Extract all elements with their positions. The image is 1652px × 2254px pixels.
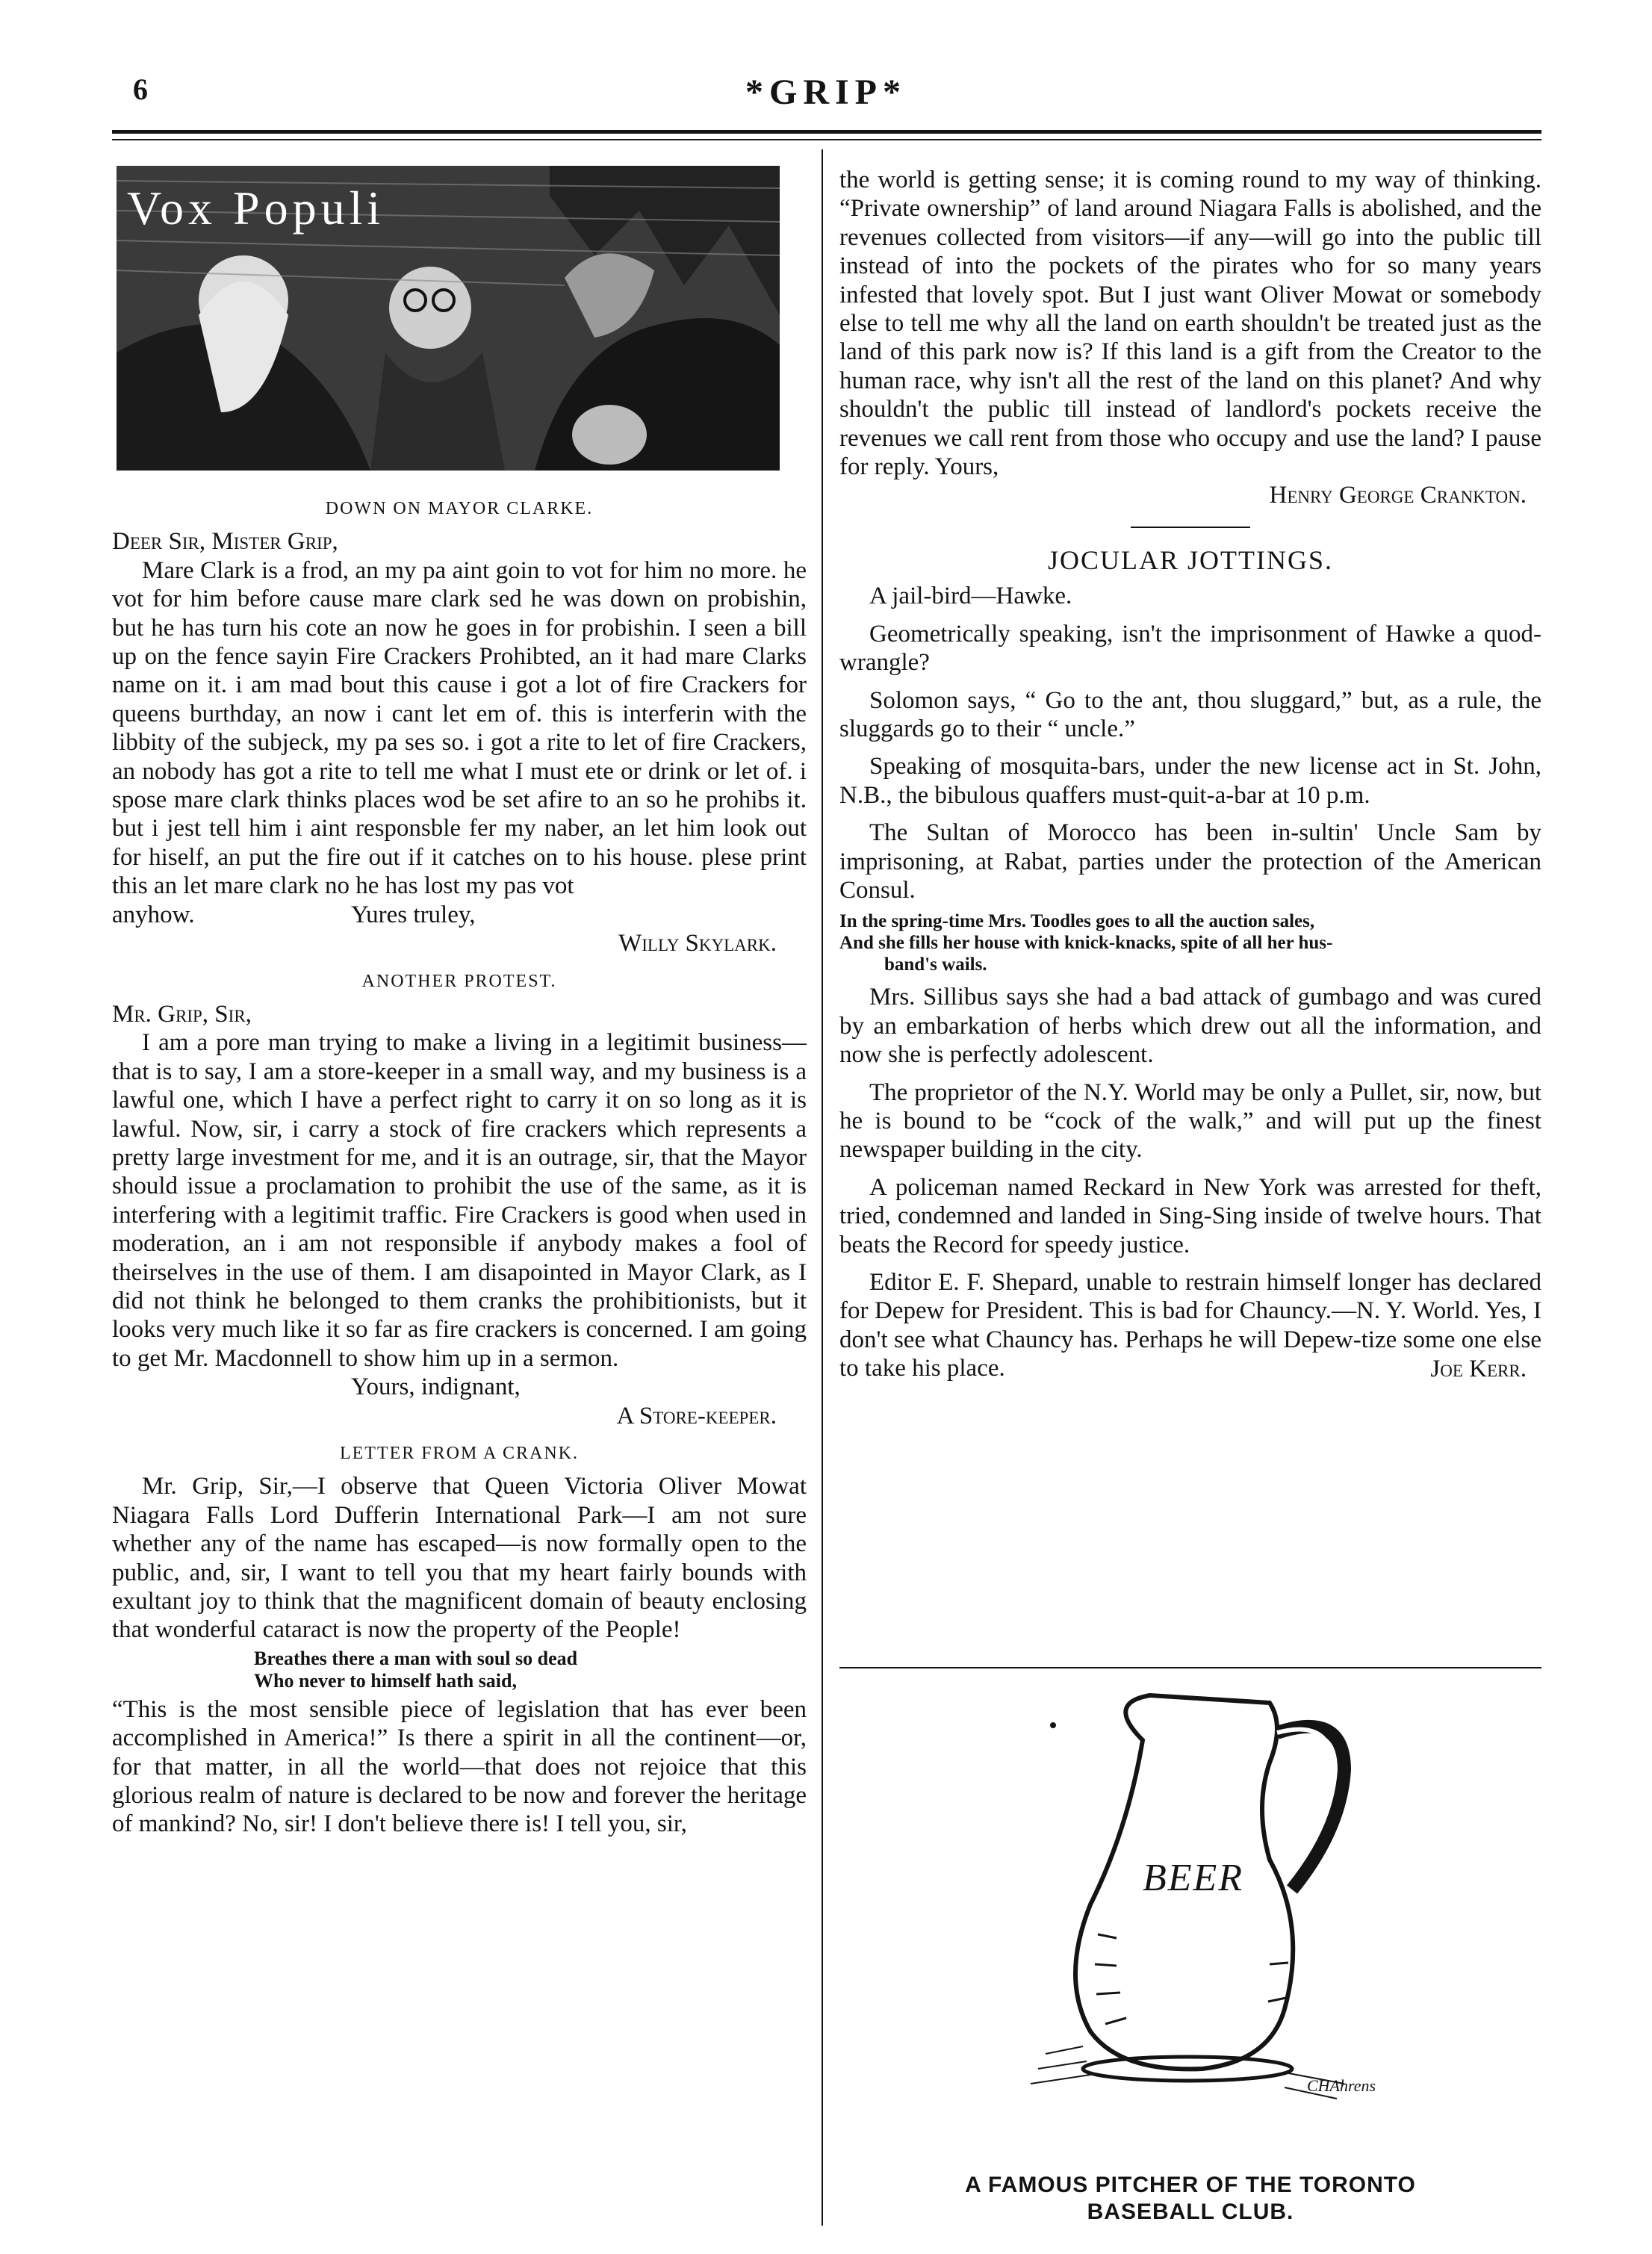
section-divider-pitcher xyxy=(839,1667,1541,1668)
verse-line-1: Breathes there a man with soul so dead xyxy=(254,1647,578,1669)
letter-body-crank: Mr. Grip, Sir,—I observe that Queen Victoria Oliver Mowat Niagara Falls Lord Dufferin International Park—I am not sure whether any of the name has escaped—is now formally open to the public, and, sir, I want to tell you that my heart fairly bounds with exultant joy to think that the magnificent domain of beauty enclosing that wonderful cataract is now the property of the People! xyxy=(112,1473,807,1644)
closing-line-skylark xyxy=(112,901,807,929)
caption-line-1: A FAMOUS PITCHER OF THE TORONTO xyxy=(965,2173,1416,2197)
right-column xyxy=(839,166,1541,1383)
crank-letter-continuation: the world is getting sense; it is coming round to my way of thinking. “Private ownership” of land around Niagara Falls is abolished, and the revenues collected from visitors—if any—will go into the public till instead of into the pockets of the pirates who for so many years infested that lovely spot. But I just want Oliver Mowat or somebody else to tell me why all the land on earth shouldn't be treated just as the land of this park now is? If this land is a gift from the Creator to the human race, why isn't all the rest of the land on this planet? And why shouldn't the public till instead of landlord's pockets receive the revenues we call rent from those who occupy and use the land? I pause for reply. Yours, xyxy=(839,167,1541,481)
jotting-item: The proprietor of the N.Y. World may be only a Pullet, sir, now, but he is bound to be “cock of the walk,” and will put up the finest newspaper building in the city. xyxy=(839,1078,1541,1164)
jotting-item: A jail-bird—Hawke. xyxy=(869,583,1072,610)
jotting-item: A policeman named Reckard in New York was arrested for theft, tried, condemned and landed in Sing-Sing inside of twelve hours. That beats the Record for speedy justice. xyxy=(839,1173,1541,1258)
pitcher-lettering: BEER xyxy=(1143,1857,1244,1899)
left-column xyxy=(112,488,807,1839)
jotting-item: Geometrically speaking, isn't the imprisonment of Hawke a quod-wrangle? xyxy=(839,620,1541,677)
section-heading-letter-from-crank: LETTER FROM A CRANK. xyxy=(339,1444,580,1463)
jotting-item: The Sultan of Morocco has been in-sultin' Uncle Sam by imprisoning, at Rabat, parties under the protection of the American Consul. xyxy=(839,819,1541,904)
artist-signature: CHAhrens xyxy=(1307,2076,1376,2095)
caption-line-2: BASEBALL CLUB. xyxy=(1087,2199,1294,2224)
closing-yures-truley: Yures truley, xyxy=(351,901,476,928)
pitcher-caption xyxy=(839,2172,1541,2226)
header-rule-thin xyxy=(112,139,1541,140)
verse-line-3: band's wails. xyxy=(884,954,987,975)
verse-line-2: Who never to himself hath said, xyxy=(254,1669,517,1692)
masthead-title: *GRIP* xyxy=(745,72,907,112)
letter-body-storekeeper: I am a pore man trying to make a living in a legitimit business—that is to say, I am a store-keeper in a small way, and my business is a lawful one, which I have a perfect right to carry it on so long as it is lawful. Now, sir, i carry a stock of fire crackers which represents a pretty large investment for me, and it is an outrage, sir, that the Mayor should issue a proclamation to prohibit the use of the same, as it is interfering with a legitimit traffic. Fire Crackers is good when used in moderation, an i am not responsible if anybody makes a fool of theirselves in the use of them. I am disapointed in Mayor Clark, as I did not think he belonged to them cranks the prohibitionists, but it looks very much like it so far as fire crackers is concerned. I am going to get Mr. Macdonnell to show him up in a sermon. xyxy=(112,1029,807,1372)
verse-mrs-toodles xyxy=(839,910,1541,975)
salutation-mr-grip: Mr. Grip, Sir, xyxy=(112,1000,252,1028)
beer-pitcher-drawing xyxy=(956,1680,1434,2129)
section-heading-jocular-jottings: JOCULAR JOTTINGS. xyxy=(1047,544,1333,575)
verse-line-1: In the spring-time Mrs. Toodles goes to all the auction sales, xyxy=(839,911,1315,932)
section-heading-mayor-clarke: DOWN ON MAYOR CLARKE. xyxy=(325,499,594,518)
vox-populi-lettering: Vox Populi xyxy=(127,181,385,235)
salutation-deer-sir: Deer Sir, Mister Grip, xyxy=(112,528,338,556)
closing-yours-indignant: Yours, indignant, xyxy=(351,1373,521,1401)
signature-joe-kerr: Joe Kerr. xyxy=(1430,1355,1527,1382)
letter-body-crank-continued: “This is the most sensible piece of legislation that has ever been accomplished in America!” Is there a spirit in all the continent—or, for that matter, in all the world—that does not rejoice that this glorious realm of nature is declared to be now and forever the heritage of mankind? No, sir! I don't believe there is! I tell you, sir, xyxy=(112,1695,807,1838)
jotting-item: Mrs. Sillibus says she had a bad attack of gumbago and was cured by an embarkation of herbs which drew out all the information, and now she is perfectly adolescent. xyxy=(839,984,1541,1069)
letter-body-skylark: Mare Clark is a frod, an my pa aint goin to vot for him no more. he vot for him before cause mare clark sed he was down on probishin, but he has turn his cote an now he goes in for probishin. I seen a bill up on the fence sayin Fire Crackers Prohibted, an it had mare Clarks name on it. i am mad bout this cause i got a lot of fire Crackers for queens burthday, an now i cant let em of. this is interferin with the libbity of the subjeck, my pa ses so. i got a rite to let of fire Crackers, an nobody has got a rite to tell me what I must ete or drink or let of. i spose mare clark thinks places wod be set afire to an so he prohibs it. but i jest tell him i aint responsble fer my naber, an let him look out for hiself, an put the fire out if it catches on to his house. plese print this an let mare clark no he has lost my pas vot xyxy=(112,556,807,900)
pitcher-illustration xyxy=(956,1680,1434,2129)
section-divider-short xyxy=(1131,527,1250,528)
page-number: 6 xyxy=(133,72,148,106)
jotting-item: Editor E. F. Shepard, unable to restrain himself longer has declared for Depew for President. This is bad for Chauncy.—N. Y. World. Yes, I don't see what Chauncy has. Perhaps he will Depew-tize some one else to take his place. xyxy=(839,1269,1541,1382)
jotting-item: Speaking of mosquita-bars, under the new license act in St. John, N.B., the bibulous quaffers must-quit-a-bar at 10 p.m. xyxy=(839,753,1541,809)
vox-populi-illustration xyxy=(117,166,780,471)
jotting-item: Solomon says, “ Go to the ant, thou sluggard,” but, as a rule, the sluggards go to their “ uncle.” xyxy=(839,686,1541,742)
verse-breathes-there xyxy=(112,1648,807,1692)
signature-storekeeper: A Store-keeper. xyxy=(616,1402,777,1429)
column-divider xyxy=(822,149,823,2226)
header-rule-thick xyxy=(112,130,1541,134)
closing-anyhow: anyhow. xyxy=(112,901,195,928)
signature-henry-george-crankton: Henry George Crankton. xyxy=(1269,482,1527,509)
signature-willy-skylark: Willy Skylark. xyxy=(618,930,777,957)
section-heading-another-protest: ANOTHER PROTEST. xyxy=(361,971,557,991)
verse-line-2: And she fills her house with knick-knacks, spite of all her hus- xyxy=(839,933,1333,954)
